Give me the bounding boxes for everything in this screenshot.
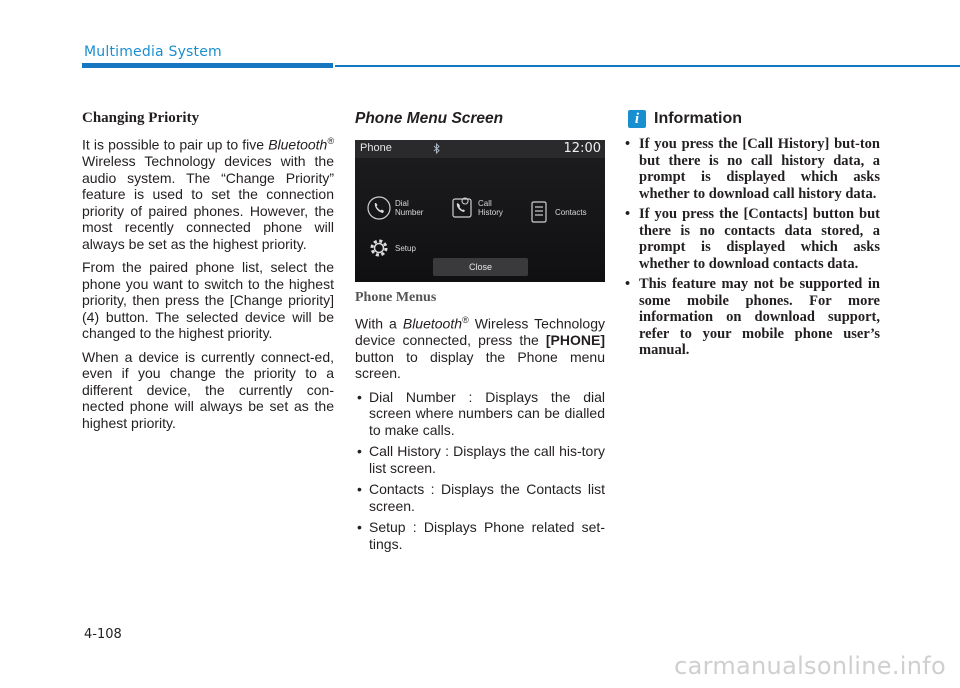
contacts-icon [527, 200, 551, 224]
list-item: • Contacts : Displays the Contacts list screen. [355, 481, 605, 514]
list-item: • If you press the [Contacts] button but there is no contacts data stored, a prompt is displayed which asks whether to download contacts data. [620, 206, 880, 272]
phone-menus-intro: With a Bluetooth® Wireless Technology device connected, press the [PHONE] button to display the Phone menu screen. [355, 315, 605, 382]
page-number: 4-108 [84, 627, 122, 642]
list-item: • This feature may not be supported in some mobile phones. For more information on download support, refer to your mobile phone user’s manual. [620, 276, 880, 359]
bluetooth-icon [433, 143, 441, 157]
list-item: • If you press the [Call History] but-ton but there is no call history data, a prompt is displayed which asks whether to download call history data. [620, 136, 880, 202]
screen-title: Phone [360, 142, 392, 154]
bluetooth-term: Bluetooth [268, 136, 328, 153]
phone-menu-screen-image [355, 140, 605, 282]
screen-setup-label: Setup [395, 243, 416, 253]
call-history-icon [450, 196, 474, 220]
phone-menu-heading: Phone Menu Screen [355, 110, 504, 127]
watermark: carmanualsonline.info [674, 652, 946, 680]
information-list [620, 136, 880, 359]
screen-setup [367, 236, 416, 260]
info-icon: i [628, 110, 646, 128]
screen-dial-number [367, 196, 423, 220]
changing-priority-heading: Changing Priority [82, 110, 200, 126]
paragraph-3: When a device is currently connect-ed, even if you change the priority to a different device, the currently con-nected phone will always be set as the highest priority. [82, 348, 334, 431]
phone-key: [PHONE] [545, 332, 605, 349]
screen-call-history [450, 196, 503, 220]
screen-dial-number-label: Dial Number [395, 199, 424, 217]
phone-menus-subheading: Phone Menus [355, 290, 437, 305]
column-information [620, 110, 880, 363]
information-header [628, 110, 880, 128]
column-changing-priority [82, 110, 334, 438]
list-item: • Call History : Displays the call his-tory list screen. [355, 443, 605, 476]
section-title: Multimedia System [84, 44, 222, 60]
screen-close-button: Close [433, 258, 528, 276]
screen-call-history-label: Call History [478, 199, 503, 217]
phone-handset-icon [367, 196, 391, 220]
phone-menus-list [355, 389, 605, 553]
screen-contacts-label: Contacts [555, 207, 587, 217]
screen-contacts [527, 200, 587, 224]
column-phone-menu [355, 110, 605, 557]
paragraph-1: It is possible to pair up to five Bluetooth® Wireless Technology devices with the audio system. The “Change Priority” feature is used to set the connection priority of paired phones. However, the most recently connected phone will always be set as the highest priority. [82, 136, 334, 252]
header-rule [335, 65, 960, 67]
paragraph-2: From the paired phone list, select the phone you want to switch to the highest priority, then press the [Change priority](4) button. The selected device will be changed to the highest priority. [82, 259, 334, 342]
list-item: • Dial Number : Displays the dial screen where numbers can be dialled to make calls. [355, 389, 605, 439]
information-heading: Information [654, 110, 742, 127]
screen-clock: 12:00 [563, 141, 601, 156]
gear-icon [367, 236, 391, 260]
list-item: • Setup : Displays Phone related set-tings. [355, 519, 605, 552]
header-bar [82, 63, 333, 68]
